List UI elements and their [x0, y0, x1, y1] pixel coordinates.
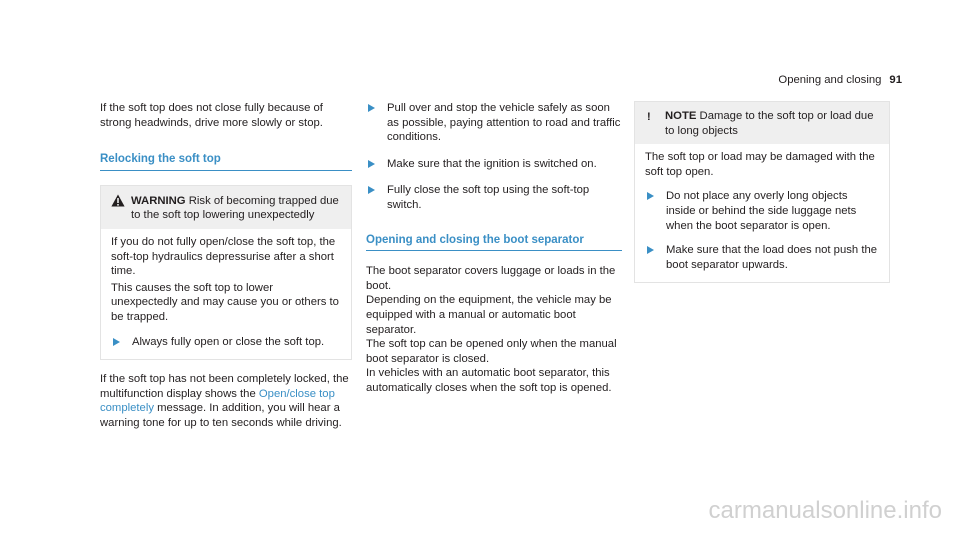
intro-paragraph: If the soft top does not close fully because of strong headwinds, drive more slowly or stop. [100, 102, 323, 129]
column-middle [366, 101, 622, 396]
step-text: Fully close the soft top using the soft-top switch. [387, 184, 590, 211]
note-box [634, 101, 890, 283]
note-title: Damage to the soft top or load due to long objects [665, 110, 874, 137]
step-arrow-icon [647, 192, 654, 200]
page-header [778, 73, 902, 88]
note-label: NOTE [665, 110, 697, 122]
note-header [635, 102, 889, 144]
note-text: The soft top or load may be damaged with the soft top open. [645, 151, 875, 178]
warning-title: Risk of becoming trapped due to the soft top lowering unexpectedly [131, 194, 339, 222]
warning-header [101, 186, 351, 229]
paragraph: Depending on the equipment, the vehicle may be equipped with a manual or automatic boot separator. [366, 294, 612, 336]
section-title: Opening and closing [778, 74, 882, 86]
paragraph: The boot separator covers luggage or loads in the boot. [366, 265, 616, 292]
warning-triangle-icon [111, 194, 125, 207]
warning-text-1: If you do not fully open/close the soft top, the soft-top hydraulics depressurise after a short time. [111, 235, 336, 278]
warning-body [101, 229, 351, 359]
step-arrow-icon [368, 160, 375, 168]
section-heading-boot-separator: Opening and closing the boot separator [366, 233, 622, 252]
step-text: Pull over and stop the vehicle safely as soon as possible, paying attention to road and traffic conditions. [387, 102, 621, 144]
outro-paragraph [100, 372, 352, 430]
note-step-text: Do not place any overly long objects inside or behind the side luggage nets when the boot separator is open. [666, 190, 857, 232]
step-1 [366, 101, 622, 145]
display-message-text: Open/close top completely [100, 387, 335, 415]
step-arrow-icon [647, 246, 654, 254]
section-heading-relocking: Relocking the soft top [100, 152, 352, 171]
warning-text-2: This causes the soft top to lower unexpectedly and may cause you or others to be trapped. [111, 281, 339, 323]
column-right [634, 101, 890, 283]
exclamation-icon: ! [647, 111, 651, 123]
paragraph: In vehicles with an automatic boot separator, this automatically closes when the soft top is opened. [366, 367, 612, 394]
note-step-text: Make sure that the load does not push the boot separator upwards. [666, 244, 878, 271]
warning-step [111, 335, 341, 350]
step-2 [366, 157, 622, 172]
outro-text-before: If the soft top has not been completely locked, the multifunction display shows the [100, 373, 349, 400]
step-arrow-icon [368, 186, 375, 194]
step-3 [366, 183, 622, 212]
paragraph: The soft top can be opened only when the manual boot separator is closed. [366, 338, 617, 365]
note-step-2 [645, 243, 879, 272]
outro-text-after: message. In addition, you will hear a warning tone for up to ten seconds while driving. [100, 402, 342, 429]
column-left [100, 101, 352, 431]
page-number: 91 [889, 74, 902, 86]
step-arrow-icon [113, 338, 120, 346]
note-step-1 [645, 189, 879, 233]
step-text: Make sure that the ignition is switched on. [387, 157, 597, 170]
warning-label: WARNING [131, 194, 186, 207]
step-arrow-icon [368, 104, 375, 112]
watermark: carmanualsonline.info [708, 497, 942, 524]
warning-box [100, 185, 352, 360]
note-body [635, 144, 889, 282]
warning-step-text: Always fully open or close the soft top. [132, 335, 325, 348]
